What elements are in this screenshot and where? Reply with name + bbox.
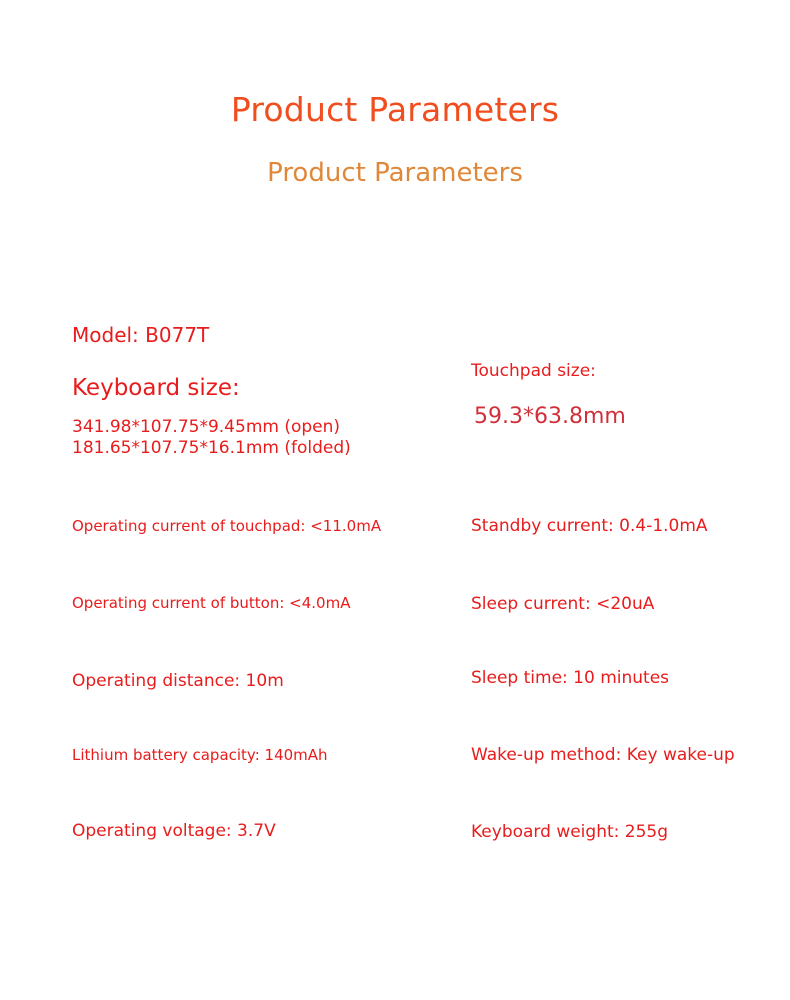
keyboard-size-label: Keyboard size:	[72, 375, 240, 401]
keyboard-size-open: 341.98*107.75*9.45mm (open)	[72, 417, 341, 437]
model-text: Model: B077T	[72, 323, 210, 347]
operating-voltage-text: Operating voltage: 3.7V	[72, 821, 276, 841]
sleep-current-text: Sleep current: <20uA	[471, 594, 655, 614]
page-subtitle: Product Parameters	[267, 158, 523, 188]
battery-capacity-text: Lithium battery capacity: 140mAh	[72, 746, 328, 764]
sleep-time-text: Sleep time: 10 minutes	[471, 668, 670, 688]
touchpad-size-value: 59.3*63.8mm	[474, 404, 626, 429]
button-current-text: Operating current of button: <4.0mA	[72, 594, 351, 612]
wake-up-method-text: Wake-up method: Key wake-up	[471, 745, 735, 765]
keyboard-weight-text: Keyboard weight: 255g	[471, 822, 669, 842]
standby-current-text: Standby current: 0.4-1.0mA	[471, 516, 708, 536]
touchpad-size-label: Touchpad size:	[471, 361, 596, 381]
keyboard-size-folded: 181.65*107.75*16.1mm (folded)	[72, 438, 351, 458]
touchpad-current-text: Operating current of touchpad: <11.0mA	[72, 517, 382, 535]
page-title: Product Parameters	[230, 90, 560, 129]
operating-distance-text: Operating distance: 10m	[72, 671, 284, 691]
